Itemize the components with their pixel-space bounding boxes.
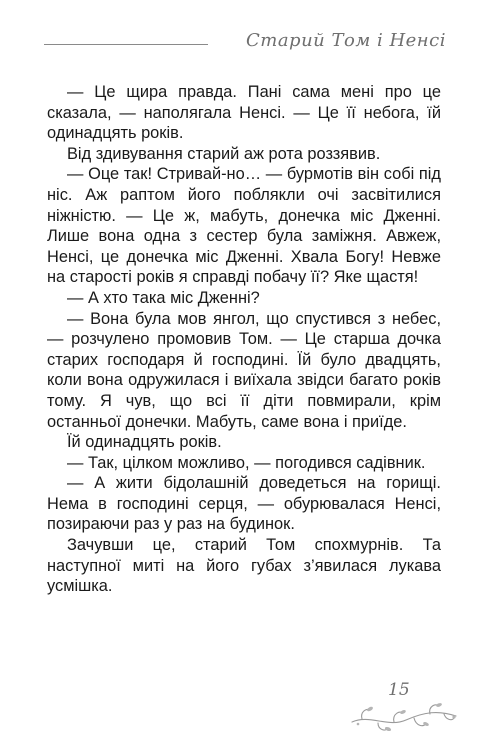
paragraph: Зачувши це, старий Том спохмурнів. Та наступної миті на його губах з’явилася лукава усмішка. bbox=[47, 536, 441, 596]
paragraph: Їй одинадцять років. bbox=[67, 433, 222, 452]
paragraph: — А жити бідолашній доведеться на горищі. Нема в господині серця, — обурювалася Ненсі, позираючи раз у раз на будинок. bbox=[47, 474, 441, 534]
paragraph: — Це щира правда. Пані сама мені про це сказала, — наполягала Ненсі. — Це її небога, їй одинадцять років. bbox=[47, 83, 441, 143]
page-number: 15 bbox=[388, 680, 410, 700]
paragraph: — Оце так! Стривай-но… — бурмотів він собі під ніс. Аж раптом його поблякли очі засвітилися ніжністю. — Це ж, мабуть, донечка міс Дженні. Лише вона одна з сестер була заміжня. Авжеж, Ненсі, це донечка міс Дженні. Хвала Богу! Невже на старості років я справді побачу її? Яке щастя! bbox=[47, 165, 441, 287]
paragraph: — Так, цілком можливо, — погодився садівник. bbox=[67, 453, 426, 472]
header-rule bbox=[44, 44, 208, 45]
paragraph: — Вона була мов янгол, що спустився з небес, — розчулено промовив Том. — Це старша дочка старих господаря й господині. Їй було двадцять, коли вона одружилася і виїхала звідси багато років тому. Я чув, що всі її діти повмирали, крім останньої донечки. Мабуть, саме вона і приїде. bbox=[47, 309, 441, 431]
paragraph: Від здивування старий аж рота роззявив. bbox=[67, 144, 381, 163]
running-title: Старий Том і Ненсі bbox=[245, 30, 446, 51]
paragraph: — А хто така міс Дженні? bbox=[67, 288, 260, 307]
body-text bbox=[47, 82, 441, 597]
floral-vine-ornament-icon bbox=[348, 688, 460, 736]
